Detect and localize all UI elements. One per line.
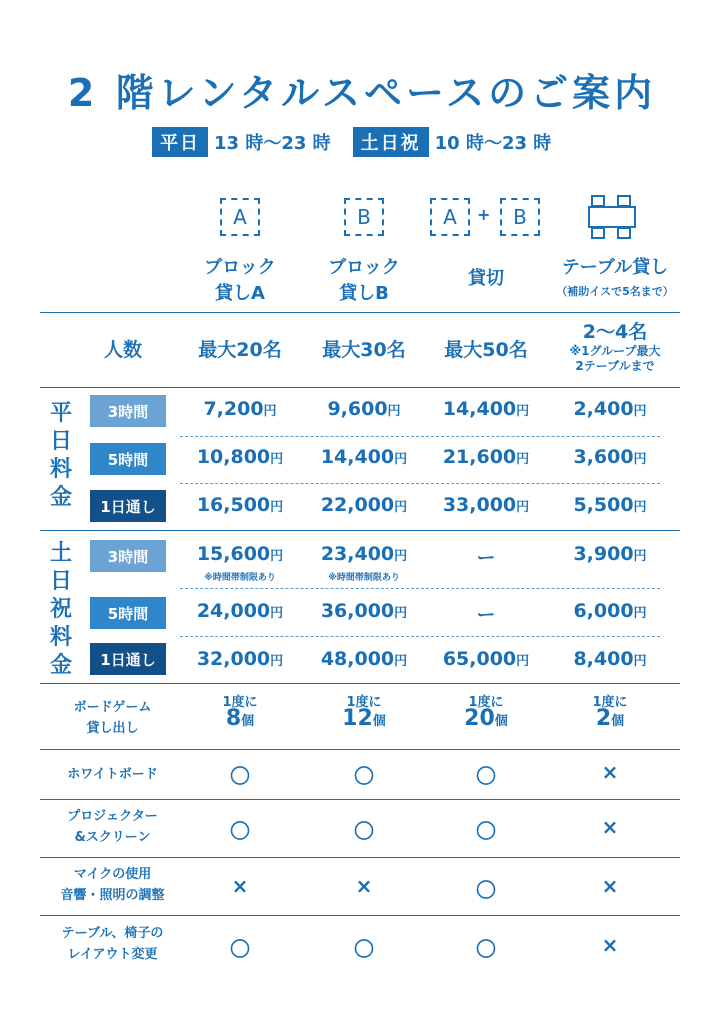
- availability-mark: 〇: [476, 878, 496, 902]
- availability-mark: 〇: [476, 764, 496, 788]
- divider: [40, 799, 680, 800]
- capacity-block-b: 最大30名: [322, 339, 406, 361]
- price-value: 3,600: [573, 446, 634, 468]
- availability-mark: 〇: [230, 937, 250, 961]
- price-value: 5,500: [573, 494, 634, 516]
- plus-icon: +: [477, 205, 491, 224]
- yen-unit: 円: [633, 654, 647, 669]
- plan-block-a-line2: 貸しA: [215, 283, 265, 304]
- boardgame-prefix: 1度に: [222, 695, 258, 710]
- weekend-price-label: [46, 540, 76, 680]
- yen-unit: 円: [270, 654, 284, 669]
- price-cell: [180, 398, 300, 420]
- yen-unit: 円: [633, 452, 647, 467]
- price-cell: [304, 543, 424, 565]
- plan-table: [540, 255, 690, 299]
- table-chairs-icon: [588, 195, 636, 245]
- weekend-price-label-text: 土日祝料金: [49, 541, 72, 678]
- yen-unit: 円: [394, 452, 408, 467]
- capacity-table-note2: 2テーブルまで: [575, 359, 655, 373]
- price-value: 8,400: [573, 648, 634, 670]
- weekday-price-label-text: 平日料金: [49, 401, 72, 510]
- plan-block-b-line1: ブロック: [328, 257, 400, 278]
- boardgame-count: [426, 695, 546, 730]
- boardgame-unit: 個: [372, 714, 386, 729]
- yen-unit: 円: [516, 452, 530, 467]
- availability-mark: 〇: [476, 937, 496, 961]
- capacity-block-a: 最大20名: [198, 339, 282, 361]
- boardgame-count: [550, 695, 670, 730]
- price-value: 65,000: [442, 648, 517, 670]
- weekday-hours-text: 13 時〜23 時: [214, 133, 331, 154]
- weekend-hours-text: 10 時〜23 時: [434, 133, 552, 154]
- dashed-divider: [180, 636, 660, 637]
- yen-unit: 円: [516, 654, 530, 669]
- feature-sound-line2: 音響・照明の調整: [60, 888, 165, 903]
- weekend-hours-badge: 土日祝: [353, 127, 429, 157]
- availability-mark: ×: [601, 815, 619, 839]
- yen-unit: 円: [516, 500, 530, 515]
- price-value: 23,400: [320, 543, 395, 565]
- price-cell-na: ー: [476, 604, 496, 626]
- capacity-table: [540, 317, 690, 374]
- price-value: 36,000: [320, 600, 395, 622]
- availability-mark: 〇: [476, 819, 496, 843]
- boardgame-number: 8: [225, 706, 242, 731]
- business-hours: [152, 127, 551, 157]
- boardgame-count: [180, 695, 300, 730]
- availability-mark: 〇: [354, 937, 374, 961]
- price-value: 21,600: [442, 446, 517, 468]
- availability-mark: ×: [231, 874, 249, 898]
- boardgame-unit: 個: [611, 714, 625, 729]
- divider: [40, 749, 680, 750]
- price-cell: [426, 494, 546, 516]
- dashed-divider: [180, 483, 660, 484]
- weekend-tag-5h: 5時間: [90, 597, 166, 629]
- price-value: 2,400: [573, 398, 634, 420]
- price-value: 48,000: [320, 648, 395, 670]
- feature-layout-label: [40, 923, 185, 965]
- boardgame-label-line2: 貸し出し: [86, 721, 139, 736]
- boardgame-unit: 個: [494, 714, 508, 729]
- block-a-icon-label: A: [233, 205, 247, 229]
- yen-unit: 円: [394, 606, 408, 621]
- boardgame-count: [304, 695, 424, 730]
- boardgame-prefix: 1度に: [592, 695, 628, 710]
- availability-mark: 〇: [230, 819, 250, 843]
- block-b-icon: [344, 198, 384, 236]
- plan-table-note: （補助イスで5名まで）: [556, 285, 674, 298]
- price-cell: [550, 648, 670, 670]
- availability-mark: ×: [601, 933, 619, 957]
- yen-unit: 円: [394, 654, 408, 669]
- weekday-hours-badge: 平日: [152, 127, 208, 157]
- price-cell: [304, 446, 424, 468]
- weekday-price-label: [46, 400, 76, 512]
- price-cell: [550, 398, 670, 420]
- divider: [40, 312, 680, 313]
- boardgame-number: 2: [595, 706, 612, 731]
- yen-unit: 円: [263, 404, 277, 419]
- price-value: 33,000: [442, 494, 517, 516]
- boardgame-prefix: 1度に: [468, 695, 504, 710]
- price-value: 14,400: [320, 446, 395, 468]
- yen-unit: 円: [633, 500, 647, 515]
- yen-unit: 円: [394, 500, 408, 515]
- availability-mark: ×: [355, 874, 373, 898]
- availability-mark: ×: [601, 874, 619, 898]
- price-cell: [426, 648, 546, 670]
- yen-unit: 円: [633, 606, 647, 621]
- boardgame-unit: 個: [241, 714, 255, 729]
- charter-b-icon-label: B: [513, 205, 527, 229]
- price-cell: [550, 446, 670, 468]
- weekday-tag-day: 1日通し: [90, 490, 166, 522]
- plan-block-a: [180, 255, 300, 307]
- capacity-table-value: 2〜4名: [582, 321, 648, 343]
- availability-mark: 〇: [354, 764, 374, 788]
- divider: [40, 857, 680, 858]
- yen-unit: 円: [270, 606, 284, 621]
- price-value: 14,400: [442, 398, 517, 420]
- plan-charter: 貸切: [468, 268, 504, 289]
- price-cell: [180, 494, 300, 516]
- weekend-tag-day: 1日通し: [90, 643, 166, 675]
- price-cell: [304, 494, 424, 516]
- divider: [40, 387, 680, 388]
- price-value: 3,900: [573, 543, 634, 565]
- boardgame-number: 12: [342, 706, 373, 731]
- capacity-table-note1: ※1グループ最大: [569, 344, 661, 358]
- price-value: 10,800: [196, 446, 271, 468]
- availability-mark: 〇: [230, 764, 250, 788]
- price-cell: [550, 543, 670, 565]
- price-value: 24,000: [196, 600, 271, 622]
- price-cell: [304, 600, 424, 622]
- page-title: 2 階レンタルスペースのご案内: [67, 71, 657, 115]
- price-cell: [304, 648, 424, 670]
- price-value: 16,500: [196, 494, 271, 516]
- feature-sound-line1: マイクの使用: [73, 867, 152, 882]
- weekday-tag-5h: 5時間: [90, 443, 166, 475]
- dashed-divider: [180, 436, 660, 437]
- feature-layout-line2: レイアウト変更: [67, 947, 158, 962]
- availability-mark: 〇: [354, 819, 374, 843]
- price-cell: [180, 648, 300, 670]
- yen-unit: 円: [633, 404, 647, 419]
- price-value: 9,600: [327, 398, 388, 420]
- price-cell: [550, 494, 670, 516]
- plan-block-a-line1: ブロック: [204, 257, 276, 278]
- price-cell: [180, 600, 300, 622]
- charter-b-icon: [500, 198, 540, 236]
- price-cell: [426, 446, 546, 468]
- feature-sound-label: [40, 864, 185, 906]
- divider: [40, 530, 680, 531]
- yen-unit: 円: [270, 549, 284, 564]
- yen-unit: 円: [633, 549, 647, 564]
- feature-layout-line1: テーブル、椅子の: [61, 926, 164, 941]
- capacity-label: 人数: [104, 339, 143, 361]
- yen-unit: 円: [270, 452, 284, 467]
- plan-table-name: テーブル貸し: [561, 257, 669, 278]
- price-cell-na: ー: [476, 547, 496, 569]
- yen-unit: 円: [387, 404, 401, 419]
- boardgame-label-line1: ボードゲーム: [73, 700, 152, 715]
- yen-unit: 円: [270, 500, 284, 515]
- price-value: 6,000: [573, 600, 634, 622]
- yen-unit: 円: [394, 549, 408, 564]
- divider: [40, 683, 680, 684]
- feature-projector-label: [40, 806, 185, 848]
- price-value: 7,200: [203, 398, 264, 420]
- dashed-divider: [180, 588, 660, 589]
- price-cell: [180, 543, 300, 565]
- charter-a-icon: [430, 198, 470, 236]
- price-cell: [304, 398, 424, 420]
- feature-projector-line1: プロジェクター: [67, 809, 158, 824]
- price-cell: [426, 398, 546, 420]
- boardgame-label: [40, 697, 185, 739]
- boardgame-number: 20: [464, 706, 495, 731]
- time-restriction-note: ※時間帯制限あり: [328, 573, 400, 583]
- feature-whiteboard-label: ホワイトボード: [67, 767, 158, 782]
- price-value: 15,600: [196, 543, 271, 565]
- price-value: 22,000: [320, 494, 395, 516]
- plan-block-b-line2: 貸しB: [339, 283, 389, 304]
- charter-a-icon-label: A: [443, 205, 457, 229]
- plan-block-b: [304, 255, 424, 307]
- price-cell: [180, 446, 300, 468]
- weekday-tag-3h: 3時間: [90, 395, 166, 427]
- block-a-icon: [220, 198, 260, 236]
- boardgame-prefix: 1度に: [346, 695, 382, 710]
- divider: [40, 915, 680, 916]
- weekend-tag-3h: 3時間: [90, 540, 166, 572]
- availability-mark: ×: [601, 760, 619, 784]
- time-restriction-note: ※時間帯制限あり: [204, 573, 276, 583]
- feature-projector-line2: &スクリーン: [74, 830, 151, 845]
- yen-unit: 円: [516, 404, 530, 419]
- block-b-icon-label: B: [357, 205, 371, 229]
- price-value: 32,000: [196, 648, 271, 670]
- price-cell: [550, 600, 670, 622]
- capacity-charter: 最大50名: [444, 339, 528, 361]
